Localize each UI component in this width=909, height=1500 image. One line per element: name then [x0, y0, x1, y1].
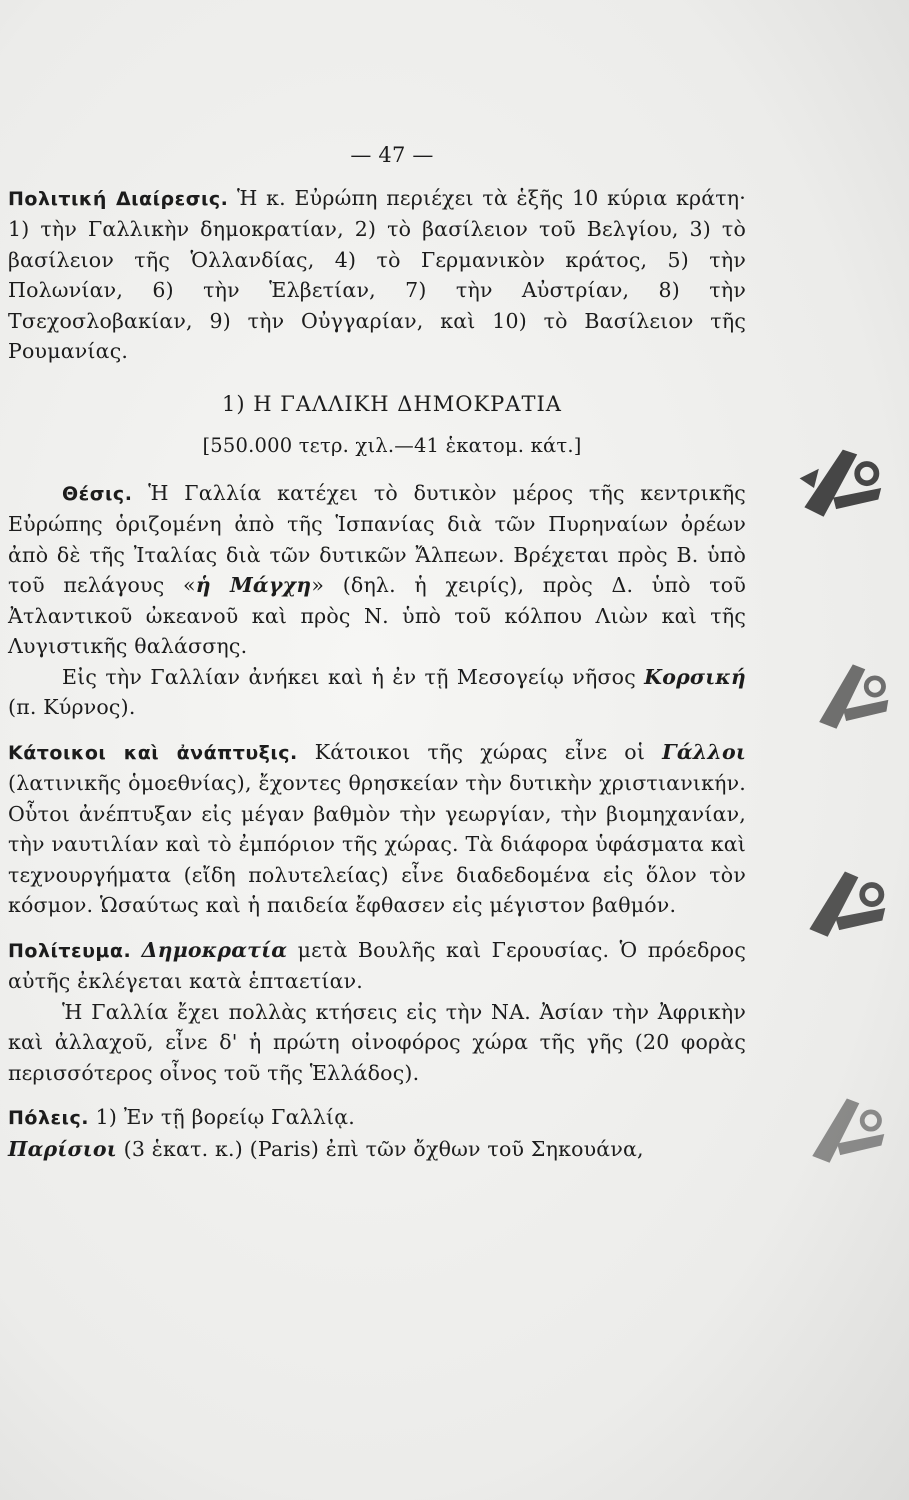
paragraph-political-division: [8, 183, 746, 367]
corsica-post: (π. Κύρνος).: [8, 695, 136, 719]
inhabitants-text-2: (λατινικῆς ὁμοεθνίας), ἔχοντες θρησκείαν τὴν δυτικὴν χριστιανικήν. Οὗτοι ἀνέπτυξαν εἰς μέγαν βαθμὸν τὴν γεωργίαν, τὴν βιομηχανίαν, τὴν ναυτιλίαν καὶ τὸ ἐμπόριον τῆς χώρας. Τὰ διάφορα ὑφάσματα καὶ τεχνουργήματα (εἴδη πολυτελείας) εἶνε διαδεδομένα εἰς ὅλον τὸν κόσμον. Ὡσαύτως καὶ ἡ παιδεία ἔφθασεν εἰς μέγιστον βαθμόν.: [8, 771, 746, 917]
section-title-france: 1) Η ΓΑΛΛΙΚΗ ΔΗΜΟΚΡΑΤΙΑ: [222, 391, 562, 416]
paragraph-cities: [8, 1102, 746, 1134]
political-division-text: Ἡ κ. Εὐρώπη περιέχει τὰ ἑξῆς 10 κύρια κράτη· 1) τὴν Γαλλικὴν δημοκρατίαν, 2) τὸ βασίλειον τοῦ Βελγίου, 3) τὸ βασίλειον τῆς Ὁλλανδίας, 4) τὸ Γερμανικὸν κράτος, 5) τὴν Πολωνίαν, 6) τὴν Ἑλβετίαν, 7) τὴν Αὐστρίαν, 8) τὴν Τσεχοσλοβακίαν, 9) τὴν Οὐγγαρίαν, καὶ 10) τὸ Βασίλειον τῆς Ρουμανίας.: [8, 185, 746, 363]
france-area-population: [550.000 τετρ. χιλ.—41 ἑκατομ. κάτ.]: [202, 434, 582, 457]
corsica-term: Κορσική: [644, 664, 746, 689]
paris-text: (3 ἑκατ. κ.) (Paris) ἐπὶ τῶν ὄχθων τοῦ Σηκουάνα,: [116, 1136, 644, 1161]
cities-text-1: 1) Ἐν τῇ βορείῳ Γαλλίᾳ.: [88, 1105, 356, 1129]
paris-term: Παρίσιοι: [8, 1136, 117, 1161]
heading-position: Θέσις.: [62, 482, 133, 505]
heading-cities: Πόλεις.: [8, 1107, 89, 1129]
government-text-2: Ἡ Γαλλία ἔχει πολλὰς κτήσεις εἰς τὴν ΝΑ. Ἀσίαν τὴν Ἀφρικὴν καὶ ἀλλαχοῦ, εἶνε δ' ἡ πρώτη οἰνοφόρος χώρα τῆς γῆς (20 φορὰς περισσότερος οἶνος τοῦ τῆς Ἑλλάδος).: [8, 999, 746, 1085]
paragraph-paris: [8, 1134, 746, 1165]
position-text-2: » (δηλ. ἡ χειρίς), πρὸς Δ. ὑπὸ τοῦ Ἀτλαντικοῦ ὠκεανοῦ καὶ πρὸς Ν. ὑπὸ τοῦ κόλπου Λιὼν καὶ τῆς Λυγιστικῆς θαλάσσης.: [8, 573, 746, 658]
government-text-1: μετὰ Βουλῆς καὶ Γερουσίας. Ὁ πρόεδρος αὐτῆς ἐκλέγεται κατὰ ἑπταετίαν.: [8, 937, 747, 993]
library-stamp-icon: [790, 440, 886, 536]
gauls-term: Γάλλοι: [662, 739, 746, 764]
library-stamp-icon: [800, 650, 896, 746]
democracy-term: Δημοκρατία: [141, 937, 288, 962]
paragraph-corsica: [8, 662, 746, 723]
heading-inhabitants: Κάτοικοι καὶ ἀνάπτυξις.: [8, 741, 298, 764]
library-stamp-icon: [795, 860, 891, 956]
heading-political-division: Πολιτική Διαίρεσις.: [8, 187, 229, 210]
inhabitants-text-1: Κάτοικοι τῆς χώρας εἶνε οἱ: [297, 739, 663, 764]
paragraph-possessions: [8, 997, 746, 1089]
paragraph-position: [8, 478, 746, 662]
paragraph-inhabitants: [8, 737, 746, 921]
corsica-pre: Εἰς τὴν Γαλλίαν ἀνήκει καὶ ἡ ἐν τῇ Μεσογείῳ νῆσος: [62, 664, 645, 689]
position-text-1: Ἡ Γαλλία κατέχει τὸ δυτικὸν μέρος τῆς κεντρικῆς Εὐρώπης ὁριζομένη ἀπὸ τῆς Ἱσπανίας διὰ τῶν Πυρηναίων ὀρέων ἀπὸ δὲ τῆς Ἰταλίας διὰ τῶν δυτικῶν Ἄλπεων. Βρέχεται πρὸς Β. ὑπὸ τοῦ πελάγους «: [8, 480, 746, 597]
text-column: [8, 140, 746, 1164]
library-stamp-icon: [795, 1085, 891, 1181]
manche-term: ἡ Μάγχη: [195, 573, 312, 597]
page-number: — 47 —: [350, 143, 434, 167]
paragraph-government: [8, 935, 746, 997]
heading-government: Πολίτευμα.: [8, 939, 132, 962]
